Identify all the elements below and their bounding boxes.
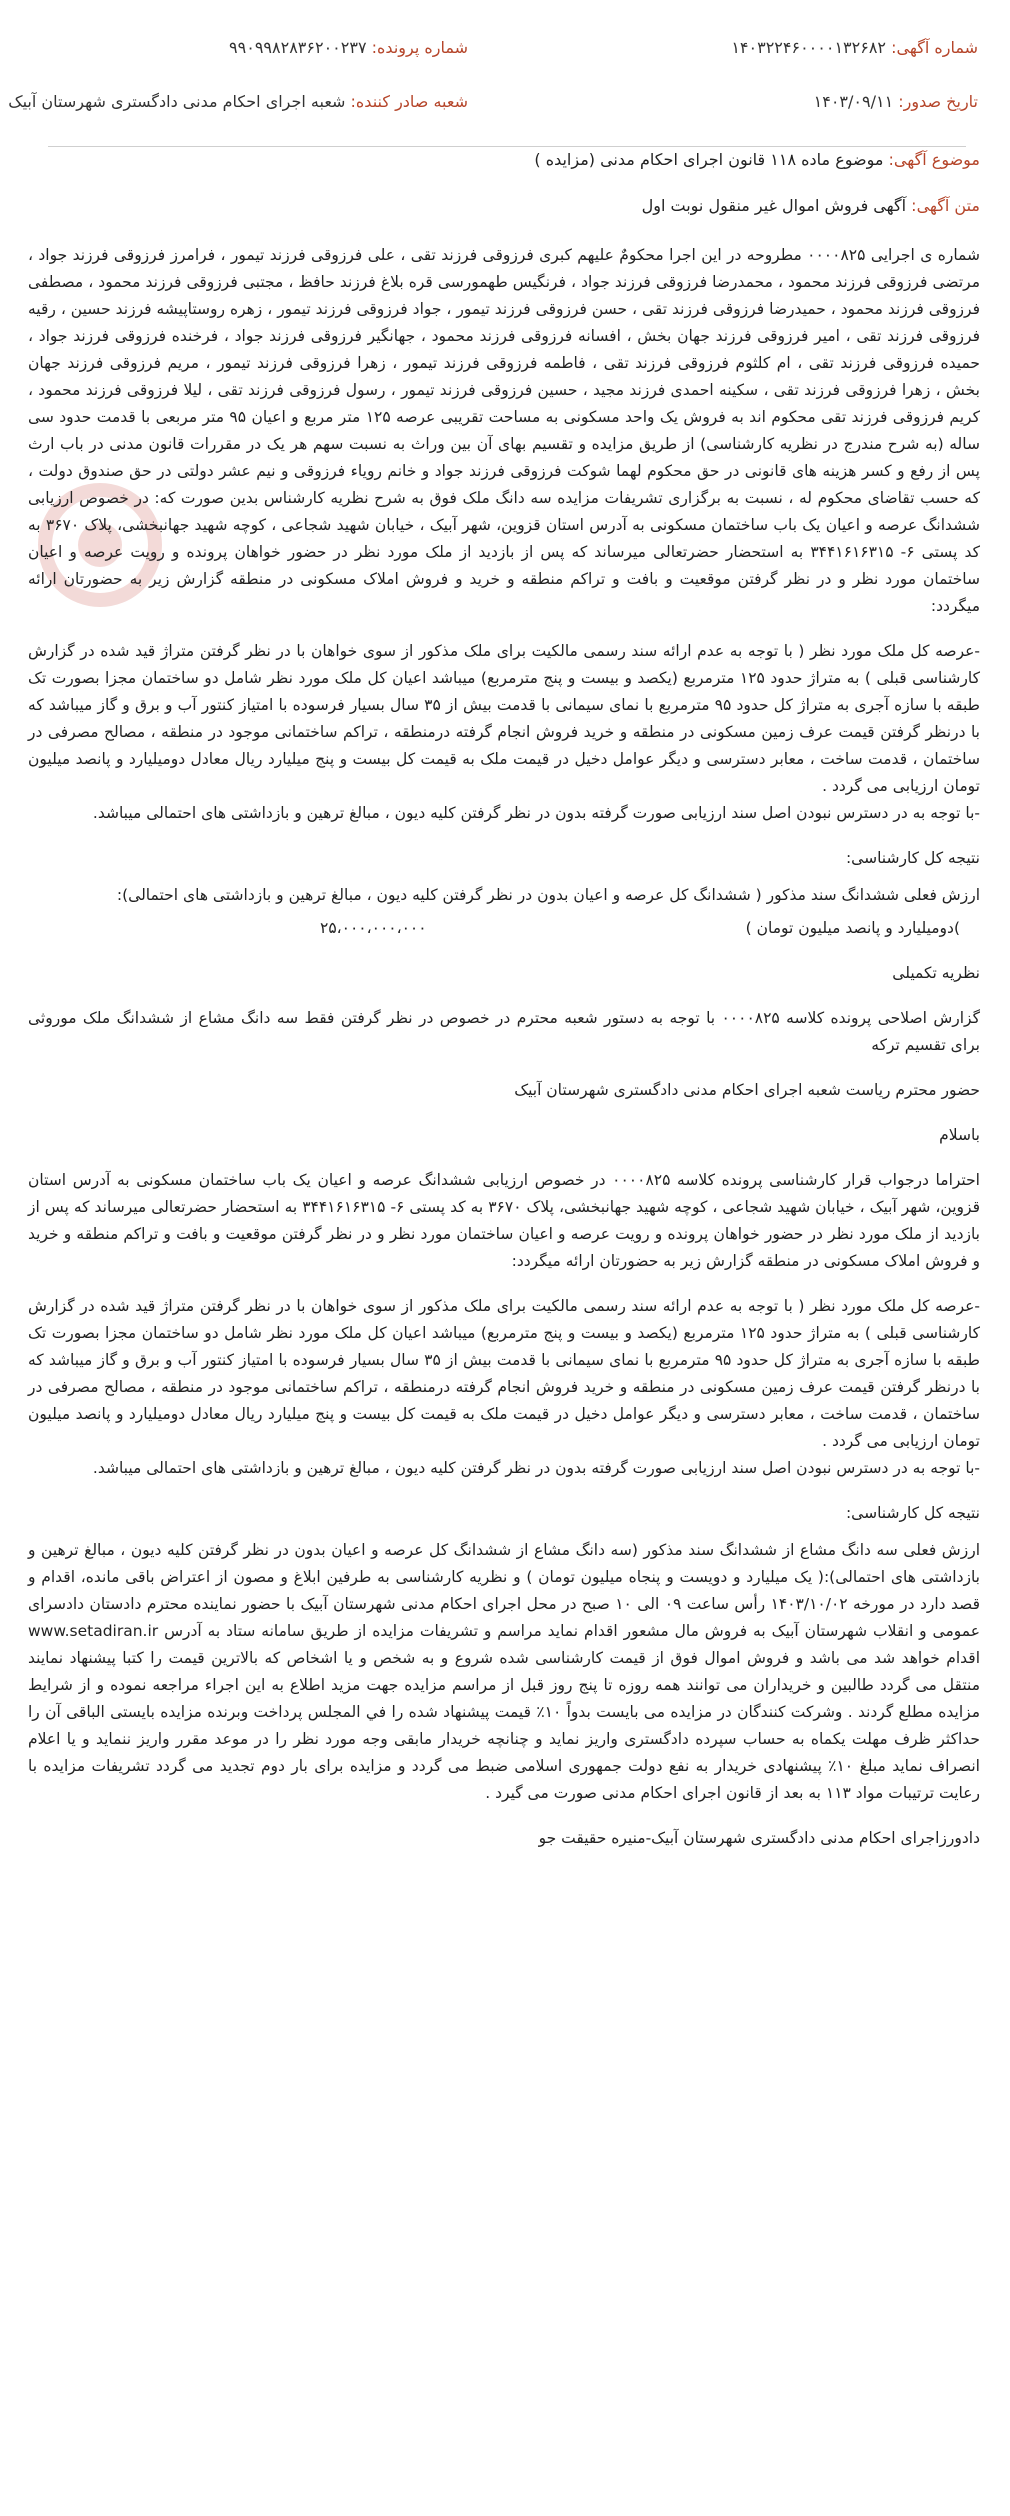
ad-number-value: ۱۴۰۳۲۲۴۶۰۰۰۰۱۳۲۶۸۲ bbox=[731, 38, 887, 57]
subject-text: موضوع ماده ۱۱۸ قانون اجرای احکام مدنی (مزایده ) bbox=[534, 150, 884, 169]
header-divider bbox=[48, 146, 966, 147]
valuation-amount-value: ۲۵،۰۰۰،۰۰۰،۰۰۰ bbox=[320, 919, 427, 937]
text-label: متن آگهی: bbox=[911, 196, 980, 215]
notice-subject bbox=[534, 150, 980, 169]
ad-number-label: شماره آگهی: bbox=[891, 38, 978, 57]
notice-header bbox=[8, 0, 988, 150]
issuer-value: شعبه اجرای احکام مدنی دادگستری شهرستان آبیک bbox=[8, 92, 346, 111]
paragraph-auction-terms: ارزش فعلی سه دانگ مشاع از ششدانگ سند مذکور (سه دانگ مشاع از ششدانگ کل عرصه و اعیان بدون در نظر گرفتن کلیه دیون ، مبالغ ترهین و بازداشتی های احتمالی):( یک میلیارد و دویست و پنجاه میلیون تومان ) و نظریه کارشناسی به طرفین ابلاغ و مصون از اعتراض باقی مانده، اقدام و قصد دارد در مورخه ۱۴۰۳/۱۰/۰۲ رأس ساعت ۰۹ الی ۱۰ صبح در محل اجرای احکام مدنی شهرستان آبیک با حضور نماینده محترم دادستان دادسرای عمومی و انقلاب شهرستان آبیک به فروش مال مشعور اقدام نماید مراسم و تشریفات مزایده از طریق سامانه ستاد به آدرس www.setadiran.ir اقدام خواهد شد می باشد و فروش اموال فوق از قیمت کارشناسی شده شروع و به شخص و یا اشخاص که بالاترین قیمت را کتبا پیشنهاد نمایند منتقل می گردد طالبین و خریداران می توانند همه روزه تا پنج روز قبل از مراسم مزایده جهت مزید اطلاع به این اجراء مراجعه نموده و از شرایط مزایده مطلع گردند . وشرکت کنندگان در مزایده می بایست بدواً ۱۰٪ قیمت پیشنهاد شده را في المجلس پرداخت وبرنده مزایده بایستی الباقی آن را حداکثر ظرف مهلت یکماه به حساب سپرده دادگستری واریز نماید و چنانچه خریدار مابقی وجه مورد نظر را در موعد مقرر واریز ننماید و یا اعلام انصراف نماید مبلغ ۱۰٪ پیشنهادی خریدار به نفع دولت جمهوری اسلامی ضبط می گردد و مزایده برای بار دوم تجدید می گردد تشریفات مزایده با رعایت ترتیبات مواد ۱۱۳ به بعد از قانون اجرای احکام مدنی صورت می گیرد . bbox=[28, 1541, 981, 1802]
issuer-label: شعبه صادر کننده: bbox=[350, 92, 468, 111]
paragraph-current-value: ارزش فعلی ششدانگ سند مذکور ( ششدانگ کل عرصه و اعیان بدون در نظر گرفتن کلیه دیون ، مبالغ ترهین و بازداشتی های احتمالی): bbox=[116, 886, 980, 904]
issue-date bbox=[814, 92, 978, 111]
paragraph-corrective-report: گزارش اصلاحی پرونده کلاسه ۰۰۰۰۸۲۵ با توجه به دستور شعبه محترم در خصوص در نظر گرفتن فقط سه دانگ مشاع از ششدانگ ملک موروثی برای تقسیم ترکه bbox=[28, 1009, 980, 1054]
issuer bbox=[8, 92, 468, 111]
valuation-amount-row bbox=[320, 915, 960, 942]
subject-label: موضوع آگهی: bbox=[888, 150, 980, 169]
issue-date-label: تاریخ صدور: bbox=[898, 92, 978, 111]
file-number-label: شماره پرونده: bbox=[371, 38, 468, 57]
notice-title: آگهی فروش اموال غیر منقول نوبت اول bbox=[641, 196, 907, 215]
valuation-amount-text: )دومیلیارد و پانصد میلیون تومان ) bbox=[745, 919, 960, 937]
file-number bbox=[229, 38, 468, 57]
paragraph-document-note-2: -با توجه به در دسترس نبودن اصل سند ارزیابی صورت گرفته بدون در نظر گرفتن کلیه دیون ، مبالغ ترهین و بازداشتی های احتمالی میباشد. bbox=[92, 1459, 980, 1477]
paragraph-land-description: -عرصه کل ملک مورد نظر ( با توجه به عدم ارائه سند رسمی مالکیت برای ملک مذکور از سوی خواهان با در نظر گرفتن متراژ قید شده در گزارش کارشناسی قبلی ) به متراژ حدود ۱۲۵ مترمربع (یکصد و بیست و پنج مترمربع) میباشد اعیان کل ملک مورد نظر شامل دو ساختمان مجزا بصورت تک طبقه با سازه آجری به متراژ کل حدود ۹۵ مترمربع با نمای سیمانی با قدمت بیش از ۳۵ سال بسیار فرسوده با امتیاز کنتور آب و برق و گاز میباشد که با درنظر گرفتن قیمت عرف زمین مسکونی در منطقه و خرید فروش انجام گرفته درمنطقه ، تراکم ساختمانی موجود در منطقه ، مصالح مصرفی در ساختمان ، قدمت ساخت ، معابر دسترسی و دیگر عوامل دخیل در قیمت ملک به قیمت کل بیست و پنج میلیارد ریال معادل دومیلیارد و پانصد میلیون تومان ارزیابی می گردد . bbox=[28, 642, 980, 795]
issue-date-value: ۱۴۰۳/۰۹/۱۱ bbox=[813, 92, 894, 111]
paragraph-expert-reply: احتراما درجواب قرار کارشناسی پرونده کلاسه ۰۰۰۰۸۲۵ در خصوص ارزیابی ششدانگ عرصه و اعیان یک باب ساختمان مسکونی به آدرس استان قزوین، شهر آبیک ، خیابان شهید شجاعی ، کوچه شهید جهانبخشی، پلاک ۳۶۷۰ به کد پستی ۶- ۳۴۴۱۶۱۶۳۱۵ به استحضار حضرتعالی میرساند که پس از بازدید از ملک مورد نظر در حضور خواهان پرونده و رویت عرصه و اعیان ساختمان مورد نظر و در نظر گرفتن موقعیت و بافت و تراکم منطقه و خرید و فروش املاک مسکونی در منطقه گزارش زیر به حضورتان ارائه میگردد: bbox=[28, 1171, 980, 1270]
paragraph-greeting: باسلام bbox=[939, 1126, 980, 1144]
heading-supplementary-opinion: نظریه تکمیلی bbox=[892, 964, 980, 982]
notice-text-heading bbox=[642, 196, 980, 215]
paragraph-signature: دادورزاجرای احکام مدنی دادگستری شهرستان آبیک-منیره حقیقت جو bbox=[538, 1829, 980, 1847]
paragraph-land-description-2: -عرصه کل ملک مورد نظر ( با توجه به عدم ارائه سند رسمی مالکیت برای ملک مذکور از سوی خواهان با در نظر گرفتن متراژ قید شده در گزارش کارشناسی قبلی ) به متراژ حدود ۱۲۵ مترمربع (یکصد و بیست و پنج مترمربع) میباشد اعیان کل ملک مورد نظر شامل دو ساختمان مجزا بصورت تک طبقه با سازه آجری به متراژ کل حدود ۹۵ مترمربع با نمای سیمانی با قدمت بیش از ۳۵ سال بسیار فرسوده با امتیاز کنتور آب و برق و گاز میباشد که با درنظر گرفتن قیمت عرف زمین مسکونی در منطقه و خرید فروش انجام گرفته درمنطقه ، تراکم ساختمانی موجود در منطقه ، مصالح مصرفی در ساختمان ، قدمت ساخت ، معابر دسترسی و دیگر عوامل دخیل در قیمت ملک به قیمت کل بیست و پنج میلیارد ریال معادل دومیلیارد و پانصد میلیون تومان ارزیابی می گردد . bbox=[28, 1297, 980, 1450]
file-number-value: ۹۹۰۹۹۸۲۸۳۶۲۰۰۲۳۷ bbox=[229, 38, 367, 57]
paragraph-addressee: حضور محترم ریاست شعبه اجرای احکام مدنی دادگستری شهرستان آبیک bbox=[514, 1081, 980, 1099]
heading-expert-result-2: نتیجه کل کارشناسی: bbox=[845, 1504, 980, 1522]
ad-number bbox=[731, 38, 978, 57]
paragraph-document-note: -با توجه به در دسترس نبودن اصل سند ارزیابی صورت گرفته بدون در نظر گرفتن کلیه دیون ، مبالغ ترهین و بازداشتی های احتمالی میباشد. bbox=[92, 804, 980, 822]
paragraph-execution-order: شماره ی اجرایی ۰۰۰۰۸۲۵ مطروحه در این اجرا محکومٌ علیهم کبری فرزوقی فرزند تقی ، علی فرزوقی فرزند تیمور ، فرامرز فرزوقی فرزند جواد ، مرتضی فرزوقی فرزند محمود ، محمدرضا فرزوقی فرزند جواد ، فرنگیس طهمورسی قره بلاغ فرزند حافظ ، مجتبی فرزوقی فرزند محمود ، مصطفی فرزوقی فرزند محمود ، حمیدرضا فرزوقی فرزند تقی ، حسن فرزوقی فرزند تیمور ، جواد فرزوقی فرزند تیمور ، زهره روستاپیشه فرزند حسین ، رقیه فرزوقی فرزند تقی ، امیر فرزوقی فرزند جهان بخش ، افسانه فرزوقی فرزند محمود ، جهانگیر فرزوقی فرزند جواد ، فرخنده فرزوقی فرزند جواد ، حمیده فرزوقی فرزند تقی ، ام کلثوم فرزوقی فرزند تقی ، فاطمه فرزوقی فرزند تیمور ، زهرا فرزوقی فرزند تیمور ، مریم فرزوقی فرزند جهان بخش ، زهرا فرزوقی فرزند تقی ، سکینه احمدی فرزند مجید ، حسین فرزوقی فرزند تیمور ، رسول فرزوقی فرزند تقی ، لیلا فرزوقی فرزند محمود ، کریم فرزوقی فرزند تقی محکوم اند به فروش یک واحد مسکونی به مساحت تقریبی عرصه ۱۲۵ متر مربع و اعیان ۹۵ متر مربعی با قدمت حدود سی ساله (به شرح مندرج در نظریه کارشناسی) از طریق مزایده و تقسیم بهای آن بین وراث به نسبت سهم هر یک در مقررات قانون مدنی در باب ارث پس از رفع و کسر هزینه های قانونی در حق محکوم لهما شوکت فرزوقی فرزند جواد و خانم رویاء فرزوقی و نیم عشر دولتی در حق صندوق دولت ، که حسب تقاضای محکوم له ، نسبت به برگزاری تشریفات مزایده سه دانگ ملک فوق به شرح نظریه کارشناس بدین صورت که: در خصوص ارزیابی ششدانگ عرصه و اعیان یک باب ساختمان مسکونی به آدرس استان قزوین، شهر آبیک ، خیابان شهید شجاعی ، کوچه شهید جهانبخشی، پلاک ۳۶۷۰ به کد پستی ۶- ۳۴۴۱۶۱۶۳۱۵ به استحضار حضرتعالی میرساند که پس از بازدید از ملک مورد نظر در حضور خواهان پرونده و رویت عرصه و اعیان ساختمان مورد نظر و در نظر گرفتن موقعیت و بافت و تراکم منطقه و خرید و فروش املاک مسکونی در منطقه گزارش زیر به حضورتان ارائه میگردد: bbox=[28, 246, 981, 615]
heading-expert-result: نتیجه کل کارشناسی: bbox=[845, 849, 980, 867]
notice-body bbox=[28, 242, 980, 1852]
